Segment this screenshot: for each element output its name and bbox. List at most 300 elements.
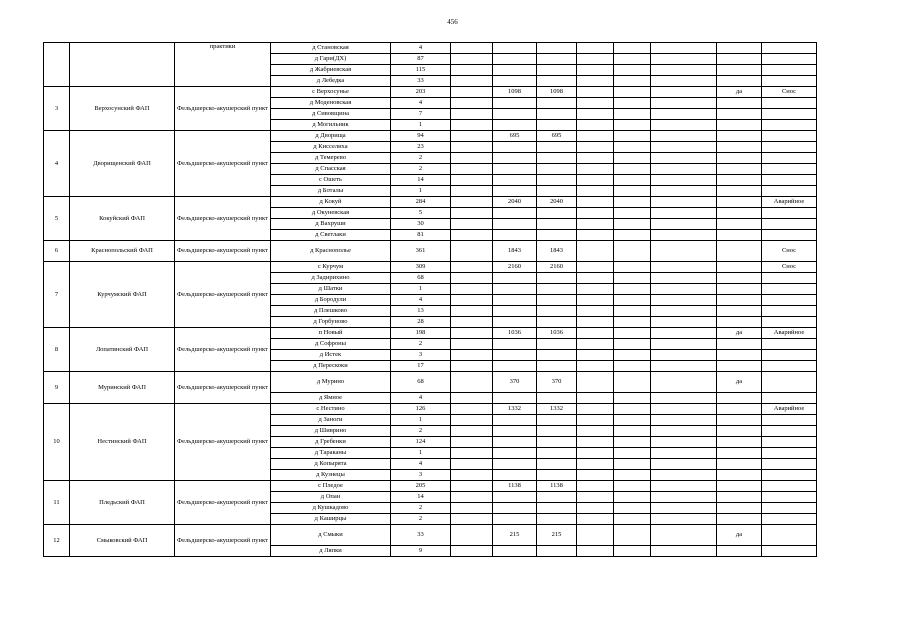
settlement-cell: д Боталы	[271, 186, 391, 197]
empty-cell	[451, 317, 493, 328]
area-cell	[493, 437, 537, 448]
empty-cell	[577, 404, 614, 415]
empty-cell	[451, 415, 493, 426]
empty-cell	[451, 328, 493, 339]
empty-cell	[651, 306, 717, 317]
empty-cell	[651, 339, 717, 350]
empty-cell	[577, 76, 614, 87]
flag-cell	[717, 393, 762, 404]
condition-cell: Снос	[762, 241, 817, 262]
flag-cell	[717, 98, 762, 109]
population-cell: 284	[391, 197, 451, 208]
settlement-cell: с Верхосунье	[271, 87, 391, 98]
row-number-cell: 11	[44, 481, 70, 525]
population-cell: 33	[391, 76, 451, 87]
settlement-cell: д Темерево	[271, 153, 391, 164]
empty-cell	[614, 459, 651, 470]
population-cell: 4	[391, 98, 451, 109]
condition-cell	[762, 43, 817, 54]
empty-cell	[614, 273, 651, 284]
empty-cell	[577, 65, 614, 76]
facility-name-cell: Смыковский ФАП	[70, 525, 175, 557]
empty-cell	[577, 87, 614, 98]
condition-cell	[762, 361, 817, 372]
facility-name-cell: Лопатинский ФАП	[70, 328, 175, 372]
empty-cell	[614, 328, 651, 339]
population-cell: 68	[391, 273, 451, 284]
area-cell	[537, 361, 577, 372]
settlement-cell: д Могильник	[271, 120, 391, 131]
empty-cell	[577, 426, 614, 437]
area-cell	[537, 208, 577, 219]
row-number-cell: 12	[44, 525, 70, 557]
empty-cell	[451, 120, 493, 131]
settlement-cell: д Бородули	[271, 295, 391, 306]
flag-cell	[717, 208, 762, 219]
population-cell: 17	[391, 361, 451, 372]
area-cell	[493, 306, 537, 317]
area-cell: 370	[493, 372, 537, 393]
area-cell	[493, 109, 537, 120]
empty-cell	[614, 98, 651, 109]
empty-cell	[651, 393, 717, 404]
area-cell	[537, 448, 577, 459]
empty-cell	[614, 262, 651, 273]
empty-cell	[651, 65, 717, 76]
empty-cell	[577, 492, 614, 503]
population-cell: 7	[391, 109, 451, 120]
empty-cell	[651, 241, 717, 262]
settlement-cell: с Курчум	[271, 262, 391, 273]
empty-cell	[614, 295, 651, 306]
empty-cell	[451, 350, 493, 361]
condition-cell	[762, 54, 817, 65]
empty-cell	[651, 98, 717, 109]
empty-cell	[451, 525, 493, 546]
facility-name-cell: Курчумский ФАП	[70, 262, 175, 328]
empty-cell	[651, 142, 717, 153]
area-cell	[493, 448, 537, 459]
empty-cell	[451, 393, 493, 404]
population-cell: 87	[391, 54, 451, 65]
area-cell	[537, 120, 577, 131]
flag-cell	[717, 306, 762, 317]
empty-cell	[451, 186, 493, 197]
flag-cell	[717, 503, 762, 514]
area-cell	[537, 339, 577, 350]
empty-cell	[651, 448, 717, 459]
condition-cell	[762, 437, 817, 448]
empty-cell	[651, 273, 717, 284]
empty-cell	[577, 175, 614, 186]
flag-cell	[717, 415, 762, 426]
settlement-cell: д Ямное	[271, 393, 391, 404]
flag-cell	[717, 175, 762, 186]
empty-cell	[577, 481, 614, 492]
flag-cell	[717, 262, 762, 273]
settlement-cell: с Ошеть	[271, 175, 391, 186]
table-row	[44, 241, 817, 262]
settlement-cell: д Окуневская	[271, 208, 391, 219]
population-cell: 94	[391, 131, 451, 142]
area-cell	[493, 514, 537, 525]
population-cell: 198	[391, 328, 451, 339]
area-cell	[537, 437, 577, 448]
empty-cell	[614, 437, 651, 448]
empty-cell	[577, 295, 614, 306]
settlement-cell: п Новый	[271, 328, 391, 339]
settlement-cell: д Задирихино	[271, 273, 391, 284]
flag-cell	[717, 514, 762, 525]
facility-name-cell: Муринский ФАП	[70, 372, 175, 404]
empty-cell	[577, 514, 614, 525]
flag-cell	[717, 470, 762, 481]
area-cell	[537, 219, 577, 230]
area-cell	[493, 142, 537, 153]
empty-cell	[577, 109, 614, 120]
area-cell	[493, 175, 537, 186]
area-cell: 695	[493, 131, 537, 142]
empty-cell	[577, 503, 614, 514]
empty-cell	[651, 186, 717, 197]
empty-cell	[451, 230, 493, 241]
facility-type-cell: Фельдшерско-акушерский пункт	[175, 404, 271, 481]
empty-cell	[651, 481, 717, 492]
condition-cell	[762, 339, 817, 350]
empty-cell	[451, 241, 493, 262]
empty-cell	[577, 350, 614, 361]
area-cell	[537, 109, 577, 120]
condition-cell	[762, 317, 817, 328]
empty-cell	[451, 481, 493, 492]
area-cell	[493, 120, 537, 131]
empty-cell	[651, 404, 717, 415]
settlement-cell: д Ляпки	[271, 546, 391, 557]
empty-cell	[451, 197, 493, 208]
empty-cell	[614, 415, 651, 426]
area-cell	[493, 219, 537, 230]
condition-cell: Аварийное	[762, 328, 817, 339]
area-cell: 1098	[537, 87, 577, 98]
empty-cell	[577, 415, 614, 426]
empty-cell	[451, 492, 493, 503]
condition-cell: Снос	[762, 87, 817, 98]
row-number-cell: 10	[44, 404, 70, 481]
empty-cell	[614, 109, 651, 120]
population-cell: 3	[391, 350, 451, 361]
facility-type-cell: Фельдшерско-акушерский пункт	[175, 372, 271, 404]
empty-cell	[577, 120, 614, 131]
empty-cell	[651, 525, 717, 546]
condition-cell	[762, 153, 817, 164]
empty-cell	[451, 437, 493, 448]
empty-cell	[451, 262, 493, 273]
area-cell	[493, 426, 537, 437]
empty-cell	[577, 262, 614, 273]
empty-cell	[614, 481, 651, 492]
flag-cell	[717, 219, 762, 230]
settlement-cell: д Каширцы	[271, 514, 391, 525]
flag-cell	[717, 164, 762, 175]
empty-cell	[451, 164, 493, 175]
row-number-cell	[44, 43, 70, 87]
flag-cell: да	[717, 87, 762, 98]
empty-cell	[651, 208, 717, 219]
area-cell	[493, 361, 537, 372]
empty-cell	[577, 339, 614, 350]
facility-type-cell: Фельдшерско-акушерский пункт	[175, 197, 271, 241]
empty-cell	[577, 306, 614, 317]
flag-cell	[717, 120, 762, 131]
empty-cell	[451, 448, 493, 459]
settlement-cell: д Становская	[271, 43, 391, 54]
empty-cell	[451, 361, 493, 372]
empty-cell	[614, 372, 651, 393]
area-cell	[537, 514, 577, 525]
empty-cell	[577, 131, 614, 142]
condition-cell	[762, 492, 817, 503]
population-cell: 68	[391, 372, 451, 393]
page-number: 456	[447, 18, 458, 26]
empty-cell	[451, 514, 493, 525]
empty-cell	[577, 372, 614, 393]
settlement-cell: д Опан	[271, 492, 391, 503]
facility-name-cell: Нестинский ФАП	[70, 404, 175, 481]
population-cell: 33	[391, 525, 451, 546]
empty-cell	[451, 426, 493, 437]
condition-cell	[762, 284, 817, 295]
flag-cell: да	[717, 328, 762, 339]
empty-cell	[651, 153, 717, 164]
population-cell: 1	[391, 284, 451, 295]
population-cell: 2	[391, 514, 451, 525]
population-cell: 9	[391, 546, 451, 557]
empty-cell	[451, 470, 493, 481]
empty-cell	[614, 503, 651, 514]
area-cell	[493, 393, 537, 404]
area-cell	[493, 546, 537, 557]
condition-cell	[762, 208, 817, 219]
empty-cell	[577, 197, 614, 208]
area-cell	[537, 415, 577, 426]
settlement-cell: д Моденовская	[271, 98, 391, 109]
table-row	[44, 404, 817, 415]
population-cell: 2	[391, 164, 451, 175]
condition-cell	[762, 65, 817, 76]
row-number-cell: 5	[44, 197, 70, 241]
empty-cell	[614, 393, 651, 404]
area-cell	[537, 393, 577, 404]
facility-name-cell: Дворищенский ФАП	[70, 131, 175, 197]
empty-cell	[614, 241, 651, 262]
flag-cell	[717, 131, 762, 142]
settlement-cell: с Нестино	[271, 404, 391, 415]
condition-cell	[762, 230, 817, 241]
condition-cell	[762, 393, 817, 404]
area-cell	[493, 415, 537, 426]
table-row	[44, 87, 817, 98]
facilities-table	[43, 42, 817, 557]
empty-cell	[614, 175, 651, 186]
empty-cell	[451, 153, 493, 164]
population-cell: 203	[391, 87, 451, 98]
condition-cell	[762, 350, 817, 361]
empty-cell	[614, 43, 651, 54]
empty-cell	[577, 98, 614, 109]
flag-cell	[717, 54, 762, 65]
area-cell: 2160	[493, 262, 537, 273]
empty-cell	[614, 65, 651, 76]
empty-cell	[451, 76, 493, 87]
flag-cell	[717, 481, 762, 492]
empty-cell	[451, 208, 493, 219]
settlement-cell: д Шиврино	[271, 426, 391, 437]
area-cell	[493, 54, 537, 65]
empty-cell	[614, 492, 651, 503]
area-cell	[493, 164, 537, 175]
area-cell	[493, 350, 537, 361]
condition-cell	[762, 142, 817, 153]
area-cell	[537, 142, 577, 153]
condition-cell	[762, 514, 817, 525]
area-cell: 1332	[493, 404, 537, 415]
settlement-cell: д Дворища	[271, 131, 391, 142]
row-number-cell: 9	[44, 372, 70, 404]
area-cell	[493, 492, 537, 503]
condition-cell	[762, 415, 817, 426]
empty-cell	[451, 43, 493, 54]
population-cell: 205	[391, 481, 451, 492]
empty-cell	[651, 415, 717, 426]
facility-name-cell: Краснопольский ФАП	[70, 241, 175, 262]
flag-cell	[717, 241, 762, 262]
population-cell: 13	[391, 306, 451, 317]
flag-cell: да	[717, 525, 762, 546]
area-cell: 1138	[493, 481, 537, 492]
area-cell	[537, 284, 577, 295]
condition-cell	[762, 273, 817, 284]
population-cell: 23	[391, 142, 451, 153]
condition-cell	[762, 295, 817, 306]
empty-cell	[577, 525, 614, 546]
row-number-cell: 8	[44, 328, 70, 372]
area-cell	[537, 153, 577, 164]
condition-cell	[762, 525, 817, 546]
population-cell: 126	[391, 404, 451, 415]
empty-cell	[577, 393, 614, 404]
empty-cell	[614, 514, 651, 525]
table-row	[44, 43, 817, 54]
table-row	[44, 262, 817, 273]
area-cell	[537, 65, 577, 76]
condition-cell	[762, 546, 817, 557]
population-cell: 1	[391, 120, 451, 131]
table-row	[44, 372, 817, 393]
row-number-cell: 7	[44, 262, 70, 328]
settlement-cell: д Плешково	[271, 306, 391, 317]
empty-cell	[451, 87, 493, 98]
settlement-cell: д Кокуй	[271, 197, 391, 208]
population-cell: 2	[391, 153, 451, 164]
flag-cell	[717, 426, 762, 437]
settlement-cell: д Спасская	[271, 164, 391, 175]
settlement-cell: д Истек	[271, 350, 391, 361]
area-cell	[537, 459, 577, 470]
empty-cell	[451, 372, 493, 393]
settlement-cell: д Кушкадово	[271, 503, 391, 514]
area-cell	[493, 503, 537, 514]
condition-cell	[762, 426, 817, 437]
empty-cell	[651, 87, 717, 98]
settlement-cell: д Перескоки	[271, 361, 391, 372]
empty-cell	[651, 459, 717, 470]
area-cell	[537, 546, 577, 557]
flag-cell	[717, 43, 762, 54]
facility-name-cell	[70, 43, 175, 87]
empty-cell	[614, 164, 651, 175]
condition-cell	[762, 76, 817, 87]
flag-cell	[717, 361, 762, 372]
empty-cell	[614, 230, 651, 241]
empty-cell	[614, 142, 651, 153]
empty-cell	[614, 350, 651, 361]
empty-cell	[577, 448, 614, 459]
empty-cell	[614, 131, 651, 142]
condition-cell	[762, 459, 817, 470]
empty-cell	[651, 43, 717, 54]
condition-cell	[762, 164, 817, 175]
area-cell: 1036	[493, 328, 537, 339]
facility-type-cell: Фельдшерско-акушерский пункт	[175, 262, 271, 328]
facility-name-cell: Пледьский ФАП	[70, 481, 175, 525]
settlement-cell: д Горбуново	[271, 317, 391, 328]
empty-cell	[651, 197, 717, 208]
empty-cell	[651, 372, 717, 393]
condition-cell: Аварийное	[762, 197, 817, 208]
table-row	[44, 131, 817, 142]
flag-cell	[717, 284, 762, 295]
area-cell	[537, 98, 577, 109]
flag-cell	[717, 295, 762, 306]
flag-cell	[717, 437, 762, 448]
area-cell	[493, 186, 537, 197]
empty-cell	[651, 76, 717, 87]
population-cell: 5	[391, 208, 451, 219]
flag-cell	[717, 317, 762, 328]
area-cell: 1036	[537, 328, 577, 339]
empty-cell	[651, 230, 717, 241]
area-cell	[493, 470, 537, 481]
empty-cell	[451, 306, 493, 317]
area-cell	[493, 317, 537, 328]
area-cell	[493, 65, 537, 76]
area-cell	[537, 76, 577, 87]
empty-cell	[451, 404, 493, 415]
area-cell	[493, 153, 537, 164]
empty-cell	[614, 525, 651, 546]
table-row	[44, 525, 817, 546]
empty-cell	[577, 284, 614, 295]
settlement-cell: д Тараканы	[271, 448, 391, 459]
settlement-cell: д Гребенки	[271, 437, 391, 448]
empty-cell	[577, 273, 614, 284]
empty-cell	[577, 54, 614, 65]
empty-cell	[614, 219, 651, 230]
facility-name-cell: Верхосунский ФАП	[70, 87, 175, 131]
flag-cell	[717, 339, 762, 350]
area-cell: 1332	[537, 404, 577, 415]
flag-cell	[717, 109, 762, 120]
